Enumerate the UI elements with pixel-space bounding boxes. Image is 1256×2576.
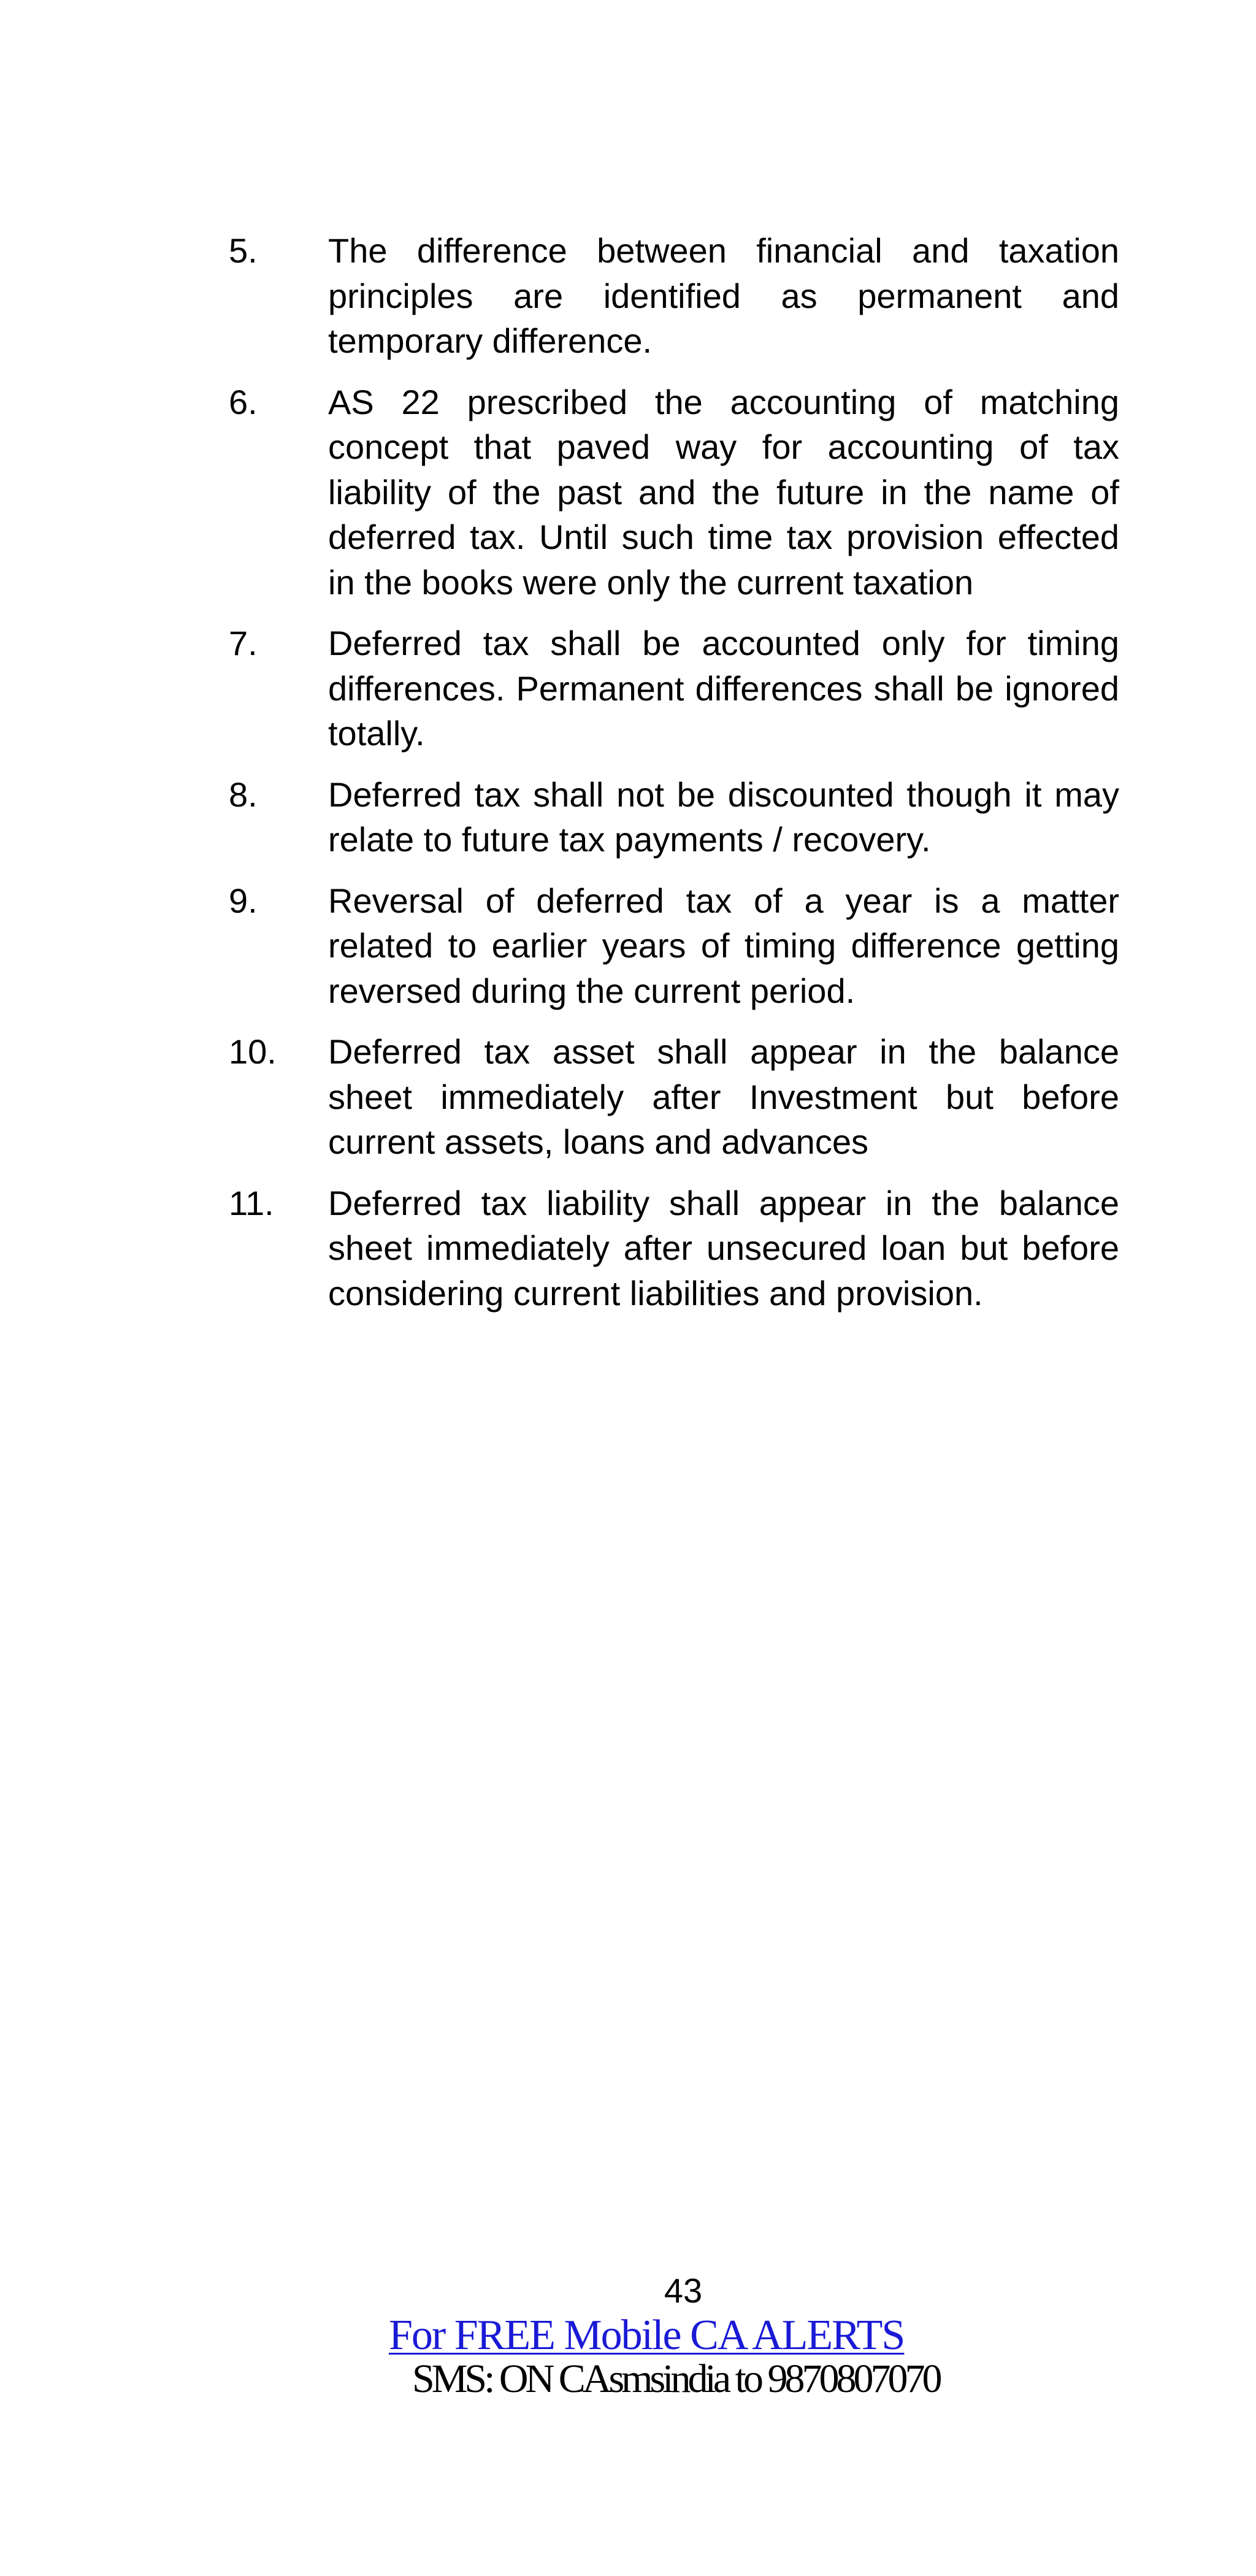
free-alerts-link[interactable]: For FREE Mobile CA ALERTS xyxy=(389,2312,905,2359)
list-item xyxy=(229,1181,1119,1316)
list-item-text: AS 22 prescribed the accounting of matching concept that paved way for accounting of tax liability of the past and the future in the name of deferred tax. Until such time tax provision effected in the books were only the current taxation xyxy=(328,382,1119,602)
page-number: 43 xyxy=(664,2271,703,2310)
list-item xyxy=(229,621,1119,756)
list-item-number: 8. xyxy=(229,775,258,814)
list-item xyxy=(229,878,1119,1014)
list-item xyxy=(229,1029,1119,1165)
sms-instruction: SMS: ON CAsmsindia to 9870807070 xyxy=(412,2356,940,2401)
list-item-text: Deferred tax liability shall appear in the balance sheet immediately after unsecured loan but before considering current liabilities and provision. xyxy=(328,1183,1119,1313)
list-item-number: 5. xyxy=(229,231,258,270)
list-item-text: The difference between financial and taxation principles are identified as permanent and temporary difference. xyxy=(328,231,1119,360)
list-item-text: Deferred tax shall be accounted only for timing differences. Permanent differences shall be ignored totally. xyxy=(328,624,1119,753)
list-item xyxy=(229,772,1119,862)
numbered-list xyxy=(229,228,1119,1332)
list-item-number: 11. xyxy=(229,1183,274,1222)
list-item xyxy=(229,380,1119,605)
list-item-text: Reversal of deferred tax of a year is a matter related to earlier years of timing difference getting reversed during the current period. xyxy=(328,881,1119,1010)
list-item-text: Deferred tax asset shall appear in the balance sheet immediately after Investment but before current assets, loans and advances xyxy=(328,1032,1119,1161)
list-item-number: 6. xyxy=(229,382,258,421)
list-item-number: 9. xyxy=(229,881,258,920)
list-item xyxy=(229,228,1119,364)
list-item-number: 10. xyxy=(229,1032,277,1071)
list-item-number: 7. xyxy=(229,624,258,662)
list-item-text: Deferred tax shall not be discounted though it may relate to future tax payments / recovery. xyxy=(328,775,1119,859)
